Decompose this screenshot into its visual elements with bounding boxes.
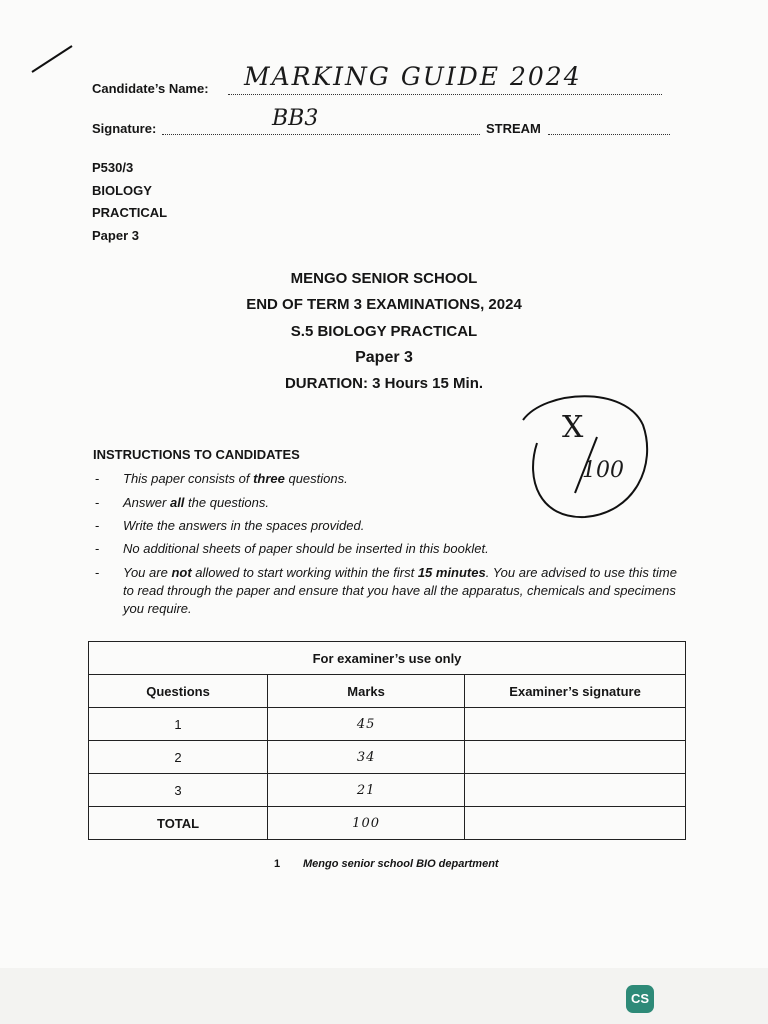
duration: DURATION: 3 Hours 15 Min. [284,375,484,392]
question-mark: 34 [268,741,465,774]
question-mark: 45 [268,708,465,741]
paper-subject: BIOLOGY [92,182,152,198]
table-row [89,807,686,840]
candidate-name-line [228,94,662,95]
table-caption: For examiner’s use only [89,642,686,675]
question-mark: 21 [268,774,465,807]
total-mark: 100 [268,807,465,840]
examiner-signature-cell [465,708,686,741]
examiner-signature-cell [465,774,686,807]
examiner-signature-cell [465,807,686,840]
bullet-dash: - [95,541,100,556]
score-total: 100 [582,458,624,483]
signature-handwriting: BB3 [272,106,319,131]
stream-line [548,134,670,135]
table-row [89,774,686,807]
camscanner-logo: CS [626,985,654,1013]
stream-label: STREAM [486,121,541,136]
examiner-table [88,641,686,840]
question-number: 3 [89,774,268,807]
page-number: 1 [274,858,281,870]
examiner-signature-cell [465,741,686,774]
paper-reference [92,157,167,247]
column-header-marks: Marks [268,675,465,708]
exam-title: END OF TERM 3 EXAMINATIONS, 2024 [246,296,522,313]
bullet-dash: - [95,495,100,510]
signature-label: Signature: [92,121,157,136]
paper-title: Paper 3 [355,349,413,366]
paper-number: Paper 3 [92,227,139,243]
table-row [89,708,686,741]
score-value: X [562,410,586,445]
exam-paper: Candidate’s Name: MARKING GUIDE 2024 Signature: BB3 STREAM P530/3 BIOLOGY PRACTICAL Paper 3 MENGO SENIOR SCHOOL END OF TERM 3 EXAMINATIONS, 2024 S.5 BIOLOGY PRACTICAL Paper 3 DURATION: 3 Hours 15 Min. X 100 INSTRUCTIONS TO CANDIDATES - This paper consists of three questions. - Answer all the questions. - Write the answers in the spaces provided. - No additional sheets of paper should be inserted in this booklet. - You are not allowed to start working within the first 15 minutes. You are advised to use this time to read through the paper and ensure that you have all the apparatus, chemicals and specimens you require. For examiner’s use only Questions Marks Examiner’s signature 1 45 2 34 3 21 TOTAL 100 1 Mengo senior school BIO department [0,0,768,968]
candidate-name-handwriting: MARKING GUIDE 2024 [244,62,582,91]
subject-title: S.5 BIOLOGY PRACTICAL [290,323,478,340]
signature-line [162,134,480,135]
question-number: 1 [89,708,268,741]
pen-stroke [28,42,76,76]
instructions-title: INSTRUCTIONS TO CANDIDATES [93,447,300,462]
paper-type: PRACTICAL [92,205,168,220]
table-row [89,741,686,774]
candidate-name-label: Candidate’s Name: [92,81,209,96]
total-label: TOTAL [89,807,268,840]
column-header-questions: Questions [89,675,268,708]
paper-code: P530/3 [92,160,134,175]
bullet-dash: - [95,518,100,533]
footer-text: Mengo senior school BIO department [303,858,499,870]
bullet-dash: - [95,471,100,486]
bullet-dash: - [95,565,100,580]
column-header-signature: Examiner’s signature [465,675,686,708]
question-number: 2 [89,741,268,774]
school-name: MENGO SENIOR SCHOOL [290,270,478,287]
